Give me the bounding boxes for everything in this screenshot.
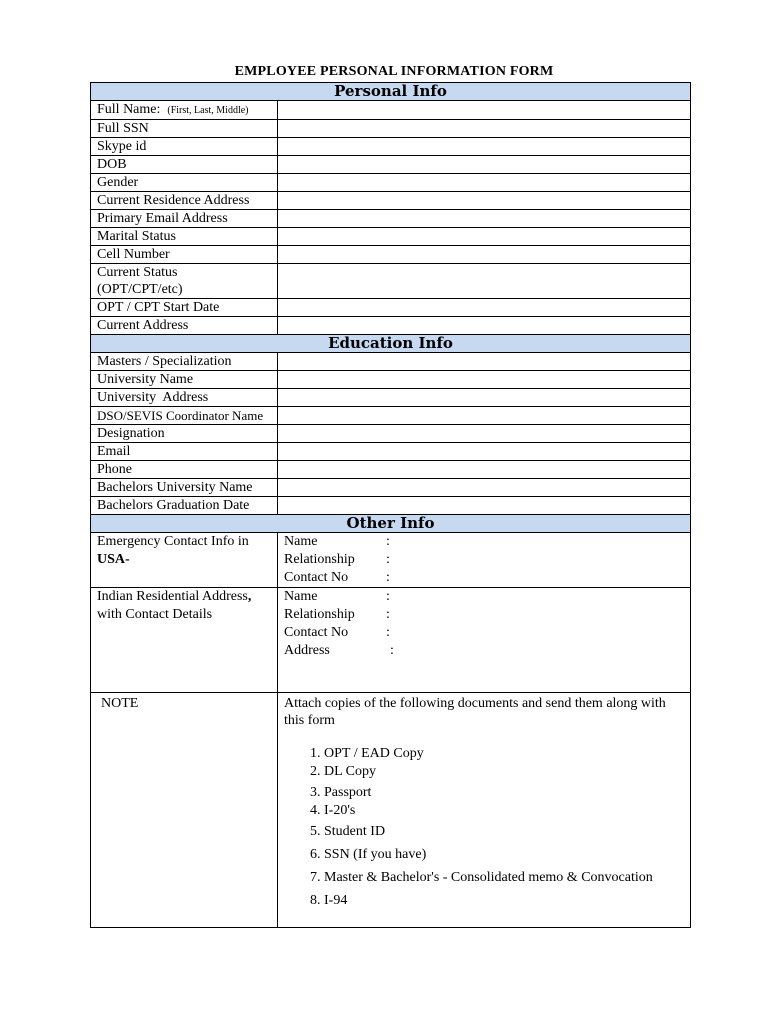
field-value[interactable] [278,120,691,138]
document-item: 8. I-94 [324,892,684,910]
emergency-contact-details[interactable] [278,533,691,588]
indian-address-row [91,588,691,693]
field-value[interactable] [278,407,691,425]
note-intro: Attach copies of the following documents and send them along with this form [284,696,666,728]
field-label: Current Residence Address [91,192,278,210]
field-value[interactable] [278,371,691,389]
contact-line: Relationship : [284,607,390,622]
field-label: Phone [91,461,278,479]
field-value[interactable] [278,246,691,264]
field-label: Marital Status [91,228,278,246]
field-value[interactable] [278,138,691,156]
field-label: Gender [91,174,278,192]
form-row [91,174,691,192]
section-heading: Other Info [91,515,691,533]
contact-line: Relationship : [284,552,390,567]
field-label: University Name [91,371,278,389]
form-row [91,479,691,497]
contact-line: Address : [284,643,394,658]
field-label: Current Status (OPT/CPT/etc) [91,264,278,299]
document-item: 4. I-20's [324,802,684,820]
document-list [284,745,684,910]
form-row [91,228,691,246]
form-row [91,299,691,317]
field-value[interactable] [278,228,691,246]
field-label: University Address [91,389,278,407]
form-row [91,425,691,443]
contact-line: Name : [284,534,390,549]
form-row [91,353,691,371]
document-item: 1. OPT / EAD Copy [324,745,684,763]
full-name-hint: (First, Last, Middle) [167,105,249,116]
contact-line: Contact No : [284,570,390,585]
field-label: OPT / CPT Start Date [91,299,278,317]
field-value[interactable] [278,461,691,479]
note-content [278,693,691,928]
indian-address-details[interactable] [278,588,691,693]
form-row [91,138,691,156]
contact-line: Name : [284,589,390,604]
full-name-value[interactable] [278,101,691,120]
field-value[interactable] [278,443,691,461]
form-row [91,443,691,461]
field-label: Current Address [91,317,278,335]
section-education-info [91,335,691,353]
form-row [91,246,691,264]
field-label [91,101,278,120]
form-row [91,389,691,407]
document-item: 3. Passport [324,784,684,802]
form-row [91,407,691,425]
section-heading: Personal Info [91,83,691,101]
contact-line: Contact No : [284,625,390,640]
form-row [91,101,691,120]
form-title: EMPLOYEE PERSONAL INFORMATION FORM [234,64,554,79]
emergency-contact-row [91,533,691,588]
field-value[interactable] [278,192,691,210]
employee-form-table [90,82,691,928]
form-row [91,497,691,515]
form-row [91,156,691,174]
field-value[interactable] [278,425,691,443]
field-label: Full SSN [91,120,278,138]
form-row [91,317,691,335]
form-row [91,264,691,299]
field-value[interactable] [278,264,691,299]
note-row [91,693,691,928]
field-label: Bachelors University Name [91,479,278,497]
field-label: DSO/SEVIS Coordinator Name [91,407,278,425]
field-value[interactable] [278,299,691,317]
document-item: 2. DL Copy [324,763,684,781]
field-label: Masters / Specialization [91,353,278,371]
field-value[interactable] [278,210,691,228]
field-label: DOB [91,156,278,174]
field-label: Skype id [91,138,278,156]
note-label: NOTE [91,693,278,928]
form-row [91,461,691,479]
document-item: 7. Master & Bachelor's - Consolidated memo & Convocation [324,869,684,887]
section-other-info [91,515,691,533]
form-row [91,210,691,228]
field-label: Primary Email Address [91,210,278,228]
field-value[interactable] [278,174,691,192]
field-label: Cell Number [91,246,278,264]
field-label: Bachelors Graduation Date [91,497,278,515]
field-value[interactable] [278,389,691,407]
full-name-label: Full Name: [97,102,161,117]
indian-address-label: Indian Residential Address, with Contact Details [91,588,278,693]
field-value[interactable] [278,353,691,371]
document-item: 6. SSN (If you have) [324,846,684,864]
section-heading: Education Info [91,335,691,353]
document-item: 5. Student ID [324,823,684,841]
field-value[interactable] [278,156,691,174]
field-label: Designation [91,425,278,443]
field-label: Email [91,443,278,461]
emergency-contact-label: Emergency Contact Info in USA- [91,533,278,588]
field-value[interactable] [278,317,691,335]
form-row [91,120,691,138]
section-personal-info [91,83,691,101]
form-row [91,192,691,210]
field-value[interactable] [278,479,691,497]
field-value[interactable] [278,497,691,515]
form-row [91,371,691,389]
